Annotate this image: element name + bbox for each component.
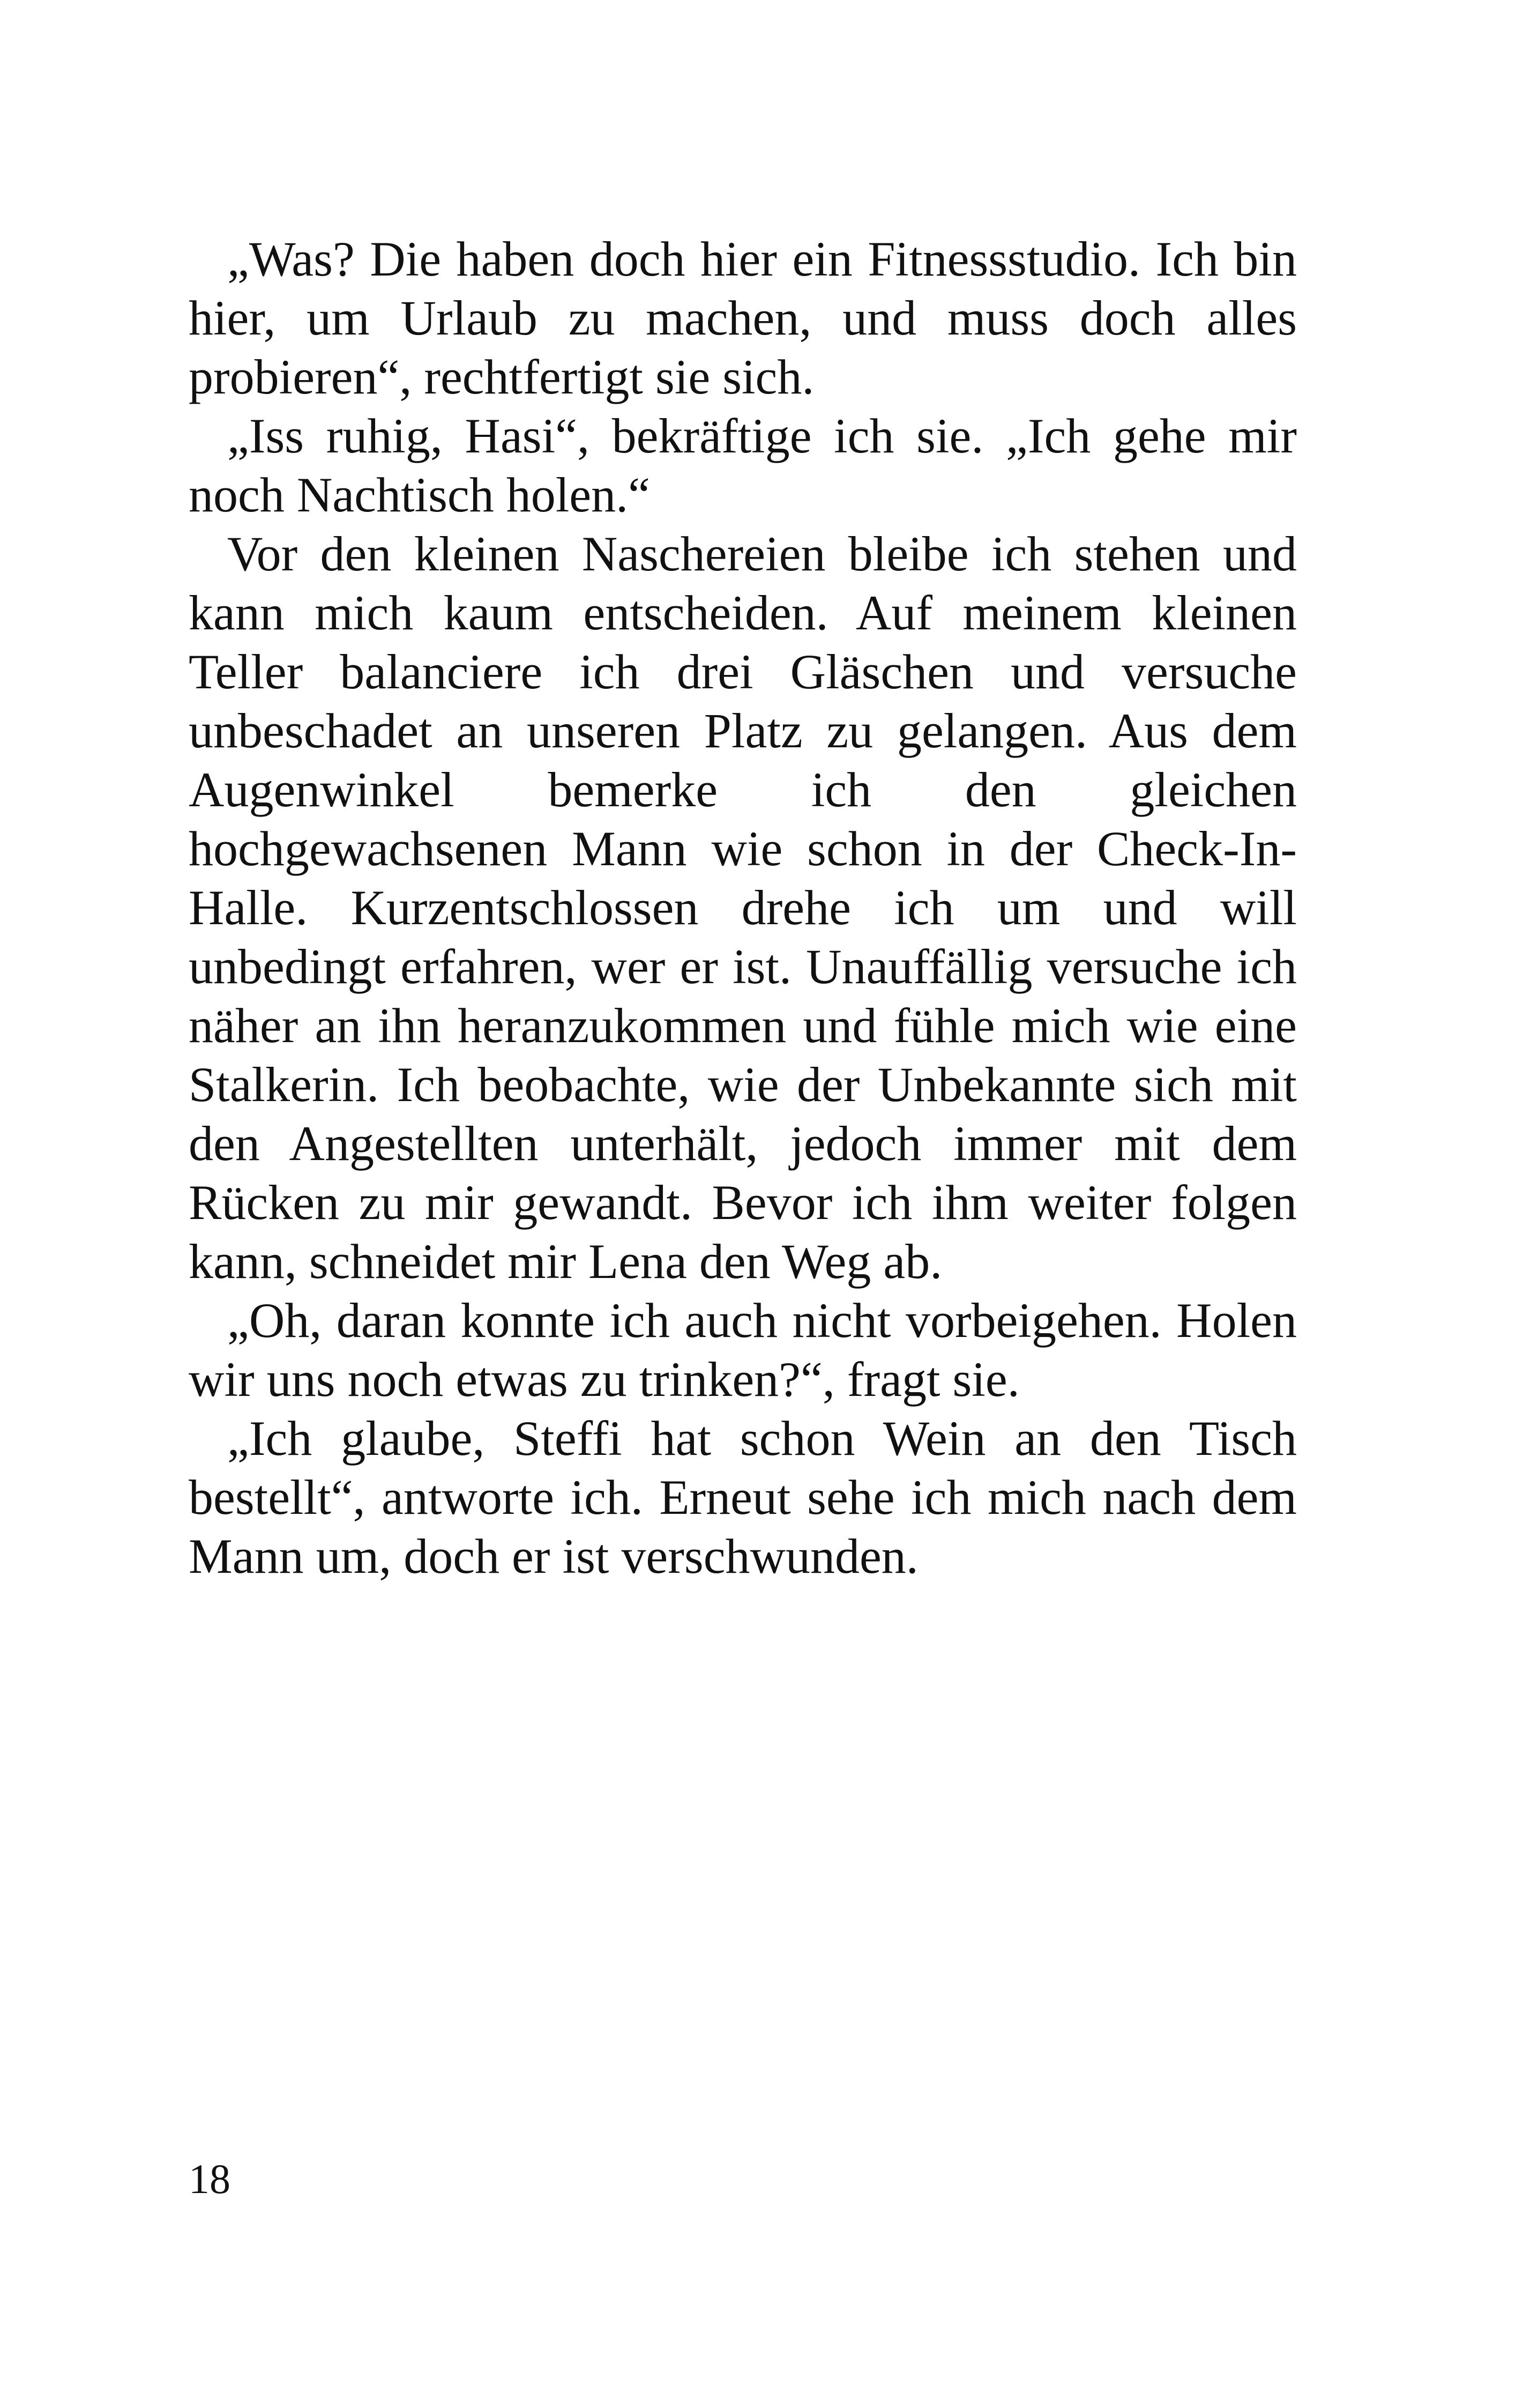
paragraph: „Was? Die haben doch hier ein Fitnessstudio. Ich bin hier, um Urlaub zu machen, und muss doch alles probieren“, rechtfertigt sie sich. xyxy=(189,232,1297,404)
paragraph: Vor den kleinen Naschereien bleibe ich stehen und kann mich kaum entscheiden. Auf meinem kleinen Teller balanciere ich drei Gläschen und versuche unbeschadet an unseren Platz zu gelangen. Aus dem Augenwinkel bemerke ich den gleichen hochgewachsenen Mann wie schon in der Check-In-Halle. Kurzentschlossen drehe ich um und will unbedingt erfahren, wer er ist. Unauffällig versuche ich näher an ihn heranzukommen und fühle mich wie eine Stalkerin. Ich beobachte, wie der Unbekannte sich mit den Angestellten unterhält, jedoch immer mit dem Rücken zu mir gewandt. Bevor ich ihm weiter folgen kann, schneidet mir Lena den Weg ab. xyxy=(189,526,1297,1289)
paragraph: „Iss ruhig, Hasi“, bekräftige ich sie. „Ich gehe mir noch Nachtisch holen.“ xyxy=(189,408,1297,522)
paragraph: „Ich glaube, Steffi hat schon Wein an den Tisch bestellt“, antworte ich. Erneut sehe ich mich nach dem Mann um, doch er ist verschwunden. xyxy=(189,1411,1297,1584)
body-text xyxy=(189,229,1297,1586)
paragraph: „Oh, daran konnte ich auch nicht vorbeigehen. Holen wir uns noch etwas zu trinken?“, fragt sie. xyxy=(189,1293,1297,1407)
page-number: 18 xyxy=(189,2156,230,2202)
